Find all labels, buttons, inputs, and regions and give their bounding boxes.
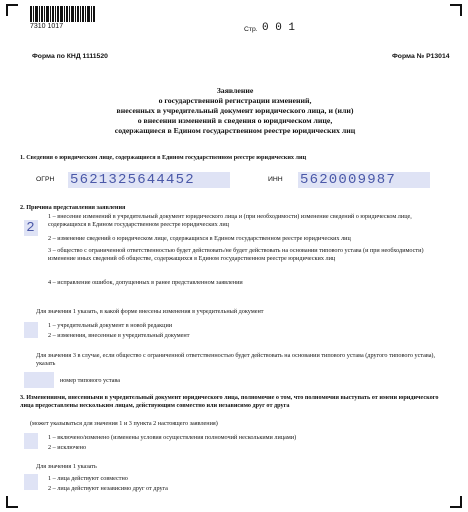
title-line: о государственной регистрации изменений,	[158, 96, 312, 105]
reason-option-2: 2 – изменение сведений о юридическом лице, содержащихся в Едином государственном реестре юридических лиц	[48, 235, 351, 242]
typical-charter-label: номер типового устава	[60, 377, 120, 384]
reason-option-3: 3 – общество с ограниченной ответственностью будет действовать/не будет действовать на основании типового устава (и при необходимости) изменение иных сведений об обществе, содержащихся в Едином государственном реестре юридических лиц	[48, 247, 424, 262]
corner-marker-bottom-right	[450, 496, 462, 508]
title-line: внесенных в учредительный документ юридического лица, и (или)	[116, 106, 354, 115]
corner-marker-bottom-left	[6, 496, 18, 508]
inn-field[interactable]: 5620009987	[298, 172, 430, 188]
section-3-value1-prompt: Для значения 1 указать	[36, 463, 97, 470]
reason-field[interactable]: 2	[24, 220, 38, 236]
ogrn-label: ОГРН	[36, 176, 55, 183]
reason-option-1: 1 – внесение изменений в учредительный документ юридического лица и (при необходимости) изменение сведений о юридическом лице, содержащихся в Едином государственном реестре юридических лиц	[48, 213, 412, 228]
corner-marker-top-right	[450, 4, 462, 16]
title-line: содержащиеся в Едином государственном реестре юридических лиц	[114, 126, 356, 135]
typical-charter-field[interactable]	[24, 372, 54, 388]
section-3-heading: 3. Изменениями, внесенными в учредительный документ юридического лица, полномочие о том, что полномочия выступать от имени юридического лица предоставлены нескольким лицам, действующим совместно или независимо друг от друга	[20, 394, 439, 409]
joint-option-2: 2 – лица действуют независимо друг от друга	[48, 485, 168, 492]
section-1-heading: 1. Сведения о юридическом лице, содержащиеся в Едином государственном реестре юридических лиц	[20, 154, 307, 161]
authority-change-field[interactable]	[24, 433, 38, 449]
form-number: Форма № Р13014	[392, 53, 450, 60]
barcode-number: 7310 1017	[30, 23, 64, 30]
joint-action-field[interactable]	[24, 474, 38, 490]
authority-option-1: 1 – включено/изменено (изменены условия осуществления полномочий несколькими лицами)	[48, 434, 297, 441]
page-number: 0 0 1	[262, 22, 296, 34]
value1-prompt: Для значения 1 указать, в какой форме внесены изменения в учредительный документ	[36, 308, 264, 315]
joint-option-1: 1 – лица действуют совместно	[48, 475, 128, 482]
corner-marker-top-left	[6, 4, 18, 16]
document-title	[20, 86, 450, 136]
reason-option-4: 4 – исправление ошибок, допущенных в ранее представленном заявлении	[48, 279, 243, 286]
inn-label: ИНН	[268, 176, 283, 183]
ogrn-field[interactable]: 5621325644452	[68, 172, 230, 188]
page-label: Стр.	[244, 26, 258, 33]
value1-option-1: 1 – учредительный документ в новой редакции	[48, 322, 173, 329]
charter-form-field[interactable]	[24, 322, 38, 338]
barcode-bars	[30, 6, 100, 22]
title-line: о внесении изменений в сведения о юридическом лице,	[137, 116, 333, 125]
value3-prompt: Для значения 3 в случае, если общество с ограниченной ответственностью будет действовать на основании типового устава (другого типового устава), указать	[36, 352, 436, 367]
section-3-note: (может указываться для значения 1 и 3 пункта 2 настоящего заявления)	[30, 420, 218, 427]
authority-option-2: 2 – исключено	[48, 444, 87, 451]
barcode	[30, 6, 100, 31]
title-line: Заявление	[216, 86, 254, 95]
section-2-heading: 2. Причина представления заявления	[20, 204, 126, 211]
value1-option-2: 2 – изменения, внесенные в учредительный документ	[48, 332, 190, 339]
form-knd: Форма по КНД 1111520	[32, 53, 108, 60]
